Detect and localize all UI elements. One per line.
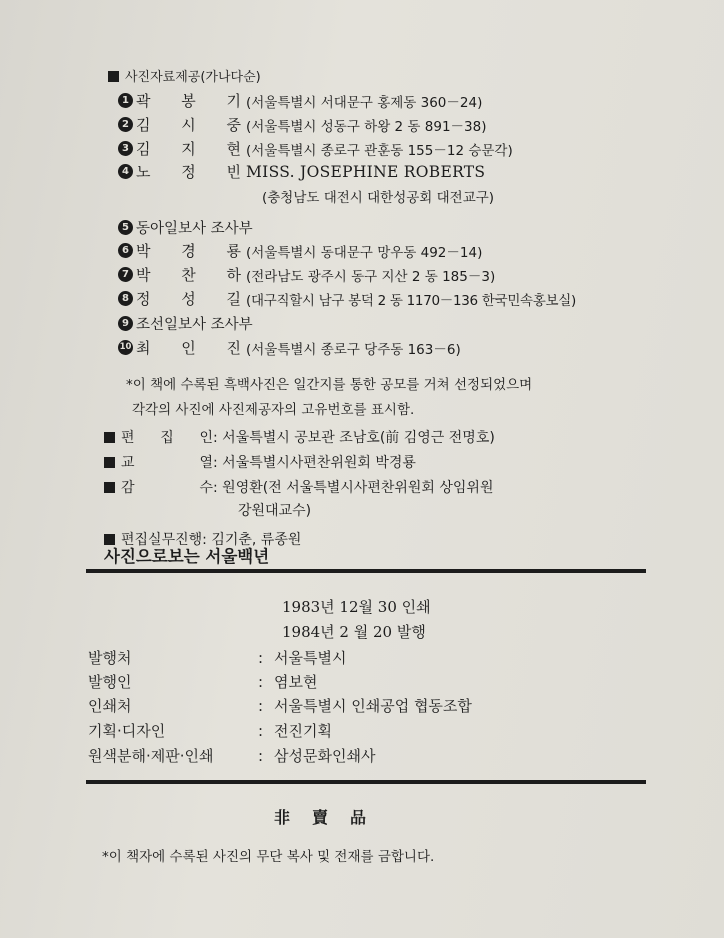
number-3-icon: 3 [118, 141, 133, 156]
pub-label: 발행처 [88, 649, 132, 667]
pub-value: 서울특별시 [274, 649, 347, 667]
contributor-item [118, 217, 253, 238]
number-1-icon: 1 [118, 93, 133, 108]
contributor-name: 김 시 중 [136, 116, 255, 134]
number-5-icon: 5 [118, 220, 133, 235]
pub-value: 삼성문화인쇄사 [274, 747, 376, 765]
pub-label: 원색분해·제판·인쇄 [88, 747, 214, 765]
credit-proofread [104, 452, 416, 472]
credit-value: : 서울특별시사편찬위원회 박경룡 [213, 455, 416, 471]
pub-value: 전진기획 [274, 722, 332, 740]
number-10-icon: 10 [118, 340, 133, 355]
square-bullet-icon [108, 71, 119, 82]
credit-label: 편집실무진행 [121, 532, 203, 548]
section-title: 사진자료제공(가나다순) [125, 70, 261, 85]
copyright-note: *이 책자에 수록된 사진의 무단 복사 및 전재를 금합니다. [102, 849, 435, 865]
credit-value: : 김기춘, 류종원 [202, 532, 302, 548]
credit-supervisor-line2 [238, 500, 311, 520]
contributor-item [118, 240, 482, 261]
contributor-name: 노 정 빈 [136, 163, 255, 181]
not-for-sale: 非賣品 [274, 808, 389, 827]
number-8-icon: 8 [118, 291, 133, 306]
book-title: 사진으로보는 서울백년 [104, 547, 270, 566]
credit-label: 교 열 [121, 455, 213, 471]
contributor-item [118, 288, 576, 309]
number-7-icon: 7 [118, 267, 133, 282]
contributor-item [118, 337, 461, 358]
contributor-address: (서울특별시 서대문구 홍제동 360－24) [246, 94, 483, 111]
contributor-address: (서울특별시 동대문구 망우동 492－14) [246, 244, 483, 261]
credit-label: 편 집 인 [121, 430, 213, 446]
number-2-icon: 2 [118, 117, 133, 132]
contributor-address: (충청남도 대전시 대한성공회 대전교구) [262, 190, 495, 206]
publish-date: 1984년 2 월 20 발행 [282, 623, 426, 641]
contributor-name: 곽 봉 기 [136, 92, 255, 110]
contributor-item [118, 90, 482, 111]
pub-label: 기획·디자인 [88, 722, 166, 740]
credit-label: 감 수 [121, 480, 213, 496]
selection-note-line: *이 책에 수록된 흑백사진은 일간지를 통한 공모를 거쳐 선정되었으며 [126, 377, 533, 393]
contributor-address-line2 [262, 186, 494, 206]
separation-row: 원색분해·제판·인쇄 : 삼성문화인쇄사 [88, 745, 524, 766]
contributor-item [118, 264, 495, 285]
credit-value: 강원대교수) [238, 503, 312, 519]
number-9-icon: 9 [118, 316, 133, 331]
square-bullet-icon [104, 432, 115, 443]
contributor-address: (전라남도 광주시 동구 지산 2 동 185－3) [246, 268, 496, 285]
credit-supervisor [104, 477, 493, 497]
divider [86, 569, 646, 573]
contributor-name: 동아일보사 조사부 [136, 221, 253, 237]
square-bullet-icon [104, 457, 115, 468]
contributor-name: 조선일보사 조사부 [136, 317, 253, 333]
printer-row: 인쇄처 : 서울특별시 인쇄공업 협동조합 [88, 697, 472, 715]
print-date: 1983년 12월 30 인쇄 [282, 598, 431, 616]
contributor-address: (대구직할시 남구 봉덕 2 동 1170－136 한국민속홍보실) [246, 292, 576, 309]
contributor-item [118, 114, 486, 135]
pub-label: 인쇄처 [88, 697, 132, 715]
selection-note-line: 각각의 사진에 사진제공자의 고유번호를 표시함. [132, 402, 415, 418]
contributor-address: (서울특별시 성동구 하왕 2 동 891－38) [246, 118, 487, 135]
credit-value: : 서울특별시 공보관 조남호(前 김영근 전명호) [213, 430, 495, 446]
contributor-item [118, 161, 485, 182]
pub-value: 서울특별시 인쇄공업 협동조합 [274, 697, 472, 715]
credit-editor [104, 427, 495, 447]
pub-value: 염보현 [274, 673, 318, 691]
contributor-name: 김 지 현 [136, 140, 255, 158]
number-4-icon: 4 [118, 164, 133, 179]
number-6-icon: 6 [118, 243, 133, 258]
contributor-name: 최 인 진 [136, 339, 255, 357]
contributor-address: (서울특별시 종로구 관훈동 155－12 승문각) [246, 142, 513, 159]
contributor-name: 박 찬 하 [136, 266, 255, 284]
contributor-address: (서울특별시 종로구 당주동 163－6) [246, 341, 461, 358]
contributor-name: 정 성 길 [136, 290, 255, 308]
square-bullet-icon [104, 482, 115, 493]
publisher-row: 발행처 : 서울특별시 [88, 647, 524, 668]
credit-value: : 원영환(전 서울특별시사편찬위원회 상임위원 [213, 480, 494, 496]
photo-credits-heading [108, 66, 261, 85]
contributor-address: MISS. JOSEPHINE ROBERTS [246, 162, 486, 181]
contributor-name: 박 경 룡 [136, 242, 255, 260]
design-row: 기획·디자인 : 전진기획 [88, 720, 524, 741]
contributor-item [118, 138, 513, 159]
contributor-item [118, 313, 253, 334]
pub-label: 발행인 [88, 673, 132, 691]
issuer-row: 발행인 : 염보현 [88, 671, 524, 692]
divider [86, 780, 646, 784]
